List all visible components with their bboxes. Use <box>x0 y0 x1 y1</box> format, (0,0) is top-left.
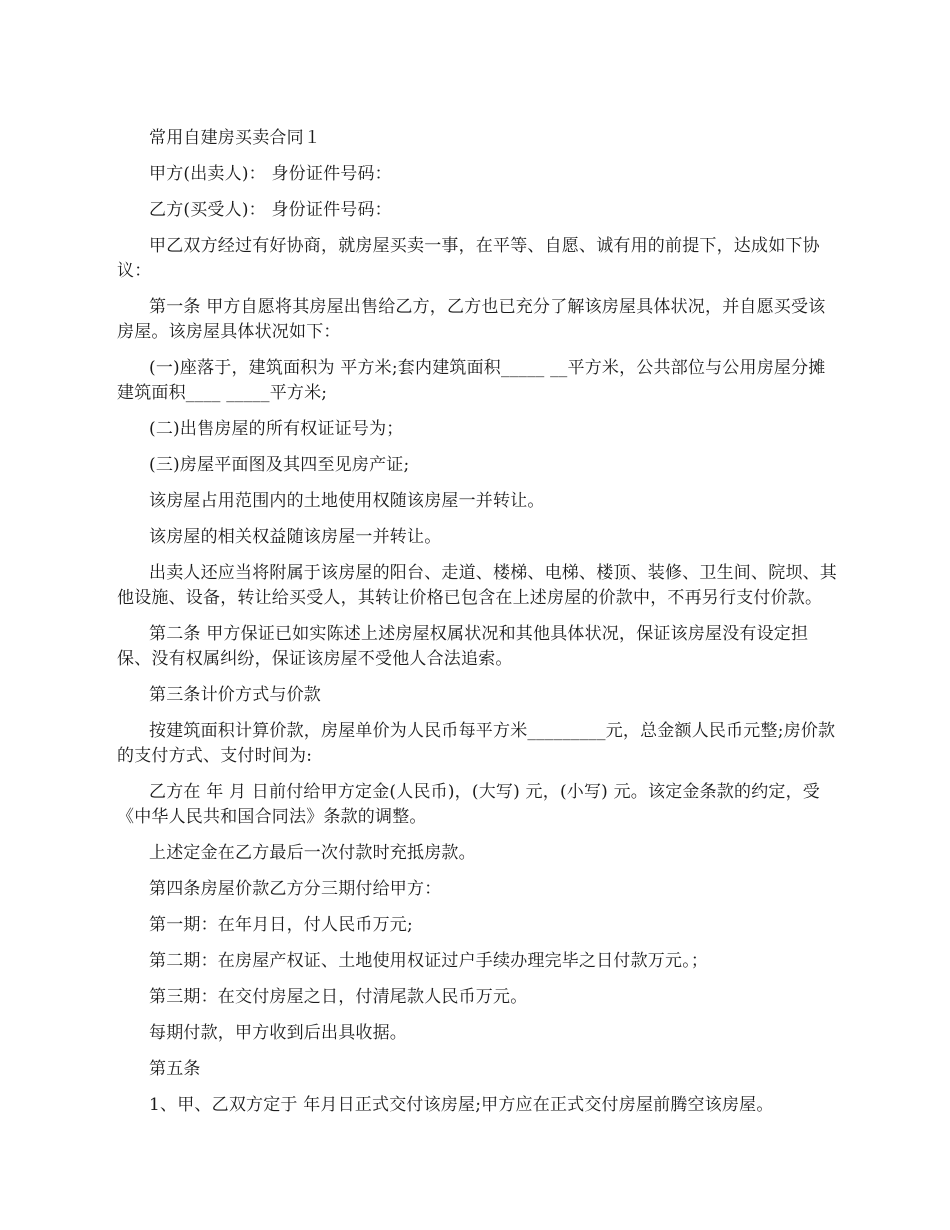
article-3-heading: 第三条计价方式与价款 <box>149 685 321 705</box>
article-5-heading: 第五条 <box>149 1059 201 1079</box>
deposit-paragraph: 乙方在 年 月 日前付给甲方定金(人民币)，(大写) 元，(小写) 元。该定金条款的约定，受《中华人民共和国合同法》条款的调整。 <box>117 782 821 827</box>
article-4-heading: 第四条房屋价款乙方分三期付给甲方： <box>149 879 442 899</box>
clause-2-certificate-paragraph: (二)出售房屋的所有权证证号为； <box>149 419 404 439</box>
clause-3-floorplan-paragraph: (三)房屋平面图及其四至见房产证; <box>149 455 410 475</box>
deposit-offset-paragraph: 上述定金在乙方最后一次付款时充抵房款。 <box>149 843 476 863</box>
land-use-paragraph: 该房屋占用范围内的土地使用权随该房屋一并转让。 <box>149 491 545 511</box>
receipt-paragraph: 每期付款，甲方收到后出具收据。 <box>149 1023 407 1043</box>
related-rights-paragraph: 该房屋的相关权益随该房屋一并转让。 <box>149 527 442 547</box>
installment-3-paragraph: 第三期：在交付房屋之日，付清尾款人民币万元。 <box>149 987 528 1007</box>
installment-2-paragraph: 第二期：在房屋产权证、土地使用权证过户手续办理完毕之日付款万元。； <box>149 951 709 971</box>
article-1-paragraph: 第一条 甲方自愿将其房屋出售给乙方，乙方也已充分了解该房屋具体状况，并自愿买受该房屋。该房屋具体状况如下： <box>117 297 826 342</box>
article-2-paragraph: 第二条 甲方保证已如实陈述上述房屋权属状况和其他具体状况，保证该房屋没有设定担保、没有权属纠纷，保证该房屋不受他人合法追索。 <box>117 624 809 669</box>
pricing-paragraph: 按建筑面积计算价款，房屋单价为人民币每平方米_________元，总金额人民币元整;房价款的支付方式、支付时间为: <box>117 721 836 766</box>
party-a-line: 甲方(出卖人)： 身份证件号码： <box>149 164 392 184</box>
attachments-paragraph: 出卖人还应当将附属于该房屋的阳台、走道、楼梯、电梯、楼顶、装修、卫生间、院坝、其他设施、设备，转让给买受人，其转让价格已包含在上述房屋的价款中，不再另行支付价款。 <box>117 563 837 608</box>
delivery-paragraph: 1、甲、乙双方定于 年月日正式交付该房屋;甲方应在正式交付房屋前腾空该房屋。 <box>149 1095 774 1115</box>
preamble-paragraph: 甲乙双方经过有好协商，就房屋买卖一事，在平等、自愿、诚有用的前提下，达成如下协议： <box>117 236 820 281</box>
clause-1-location-paragraph: (一)座落于，建筑面积为 平方米;套内建筑面积_____ __平方米，公共部位与公用房屋分摊建筑面积____ _____平方米; <box>117 358 826 403</box>
party-b-line: 乙方(买受人)： 身份证件号码： <box>149 200 392 220</box>
installment-1-paragraph: 第一期：在年月日，付人民币万元; <box>149 915 413 935</box>
document-title: 常用自建房买卖合同１ <box>149 128 321 148</box>
